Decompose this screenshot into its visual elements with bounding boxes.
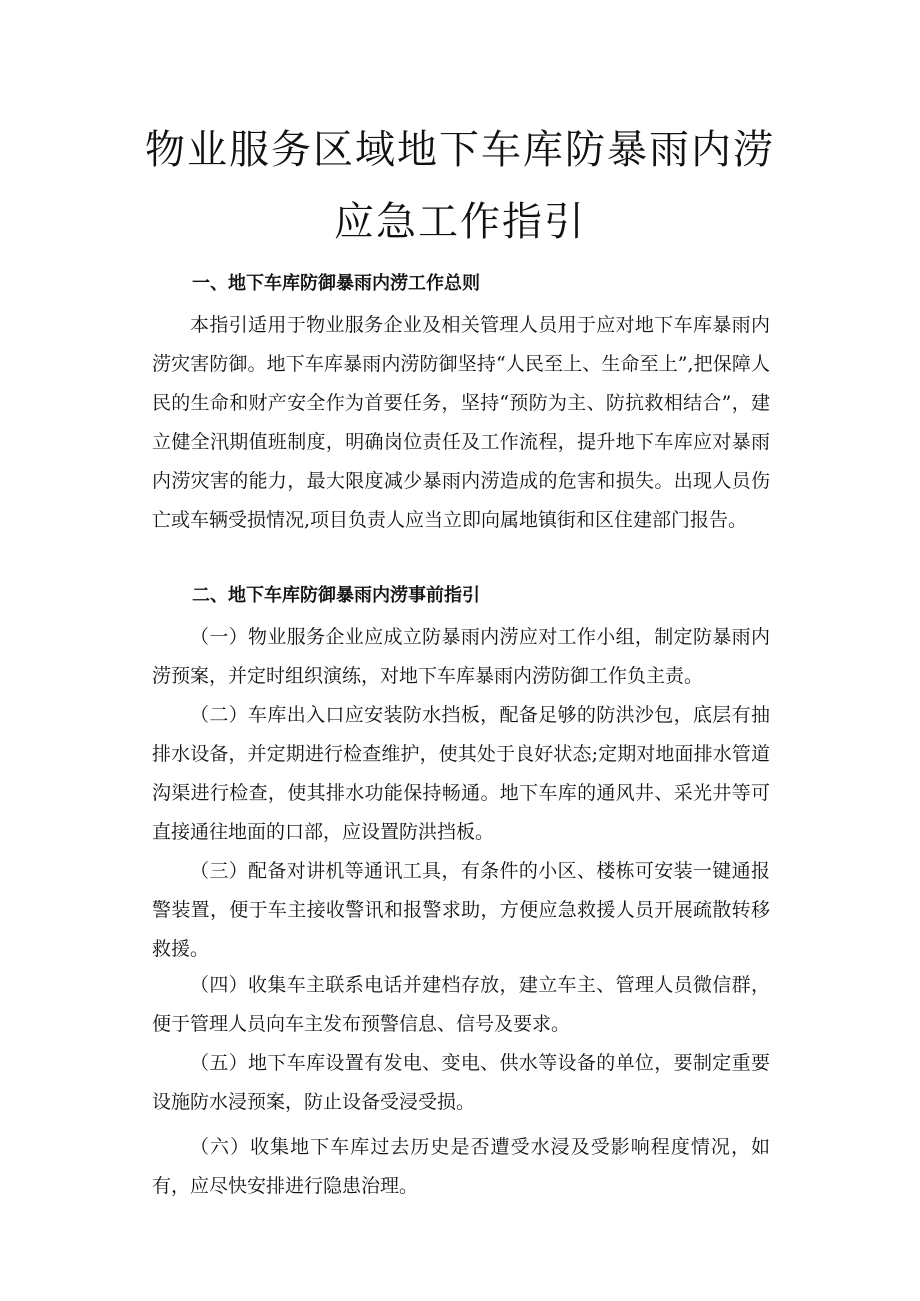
paragraph-item-1: （一）物业服务企业应成立防暴雨内涝应对工作小组，制定防暴雨内涝预案，并定时组织演练，对地下车库暴雨内涝防御工作负主责。	[152, 626, 770, 687]
paragraph-item-3: （三）配备对讲机等通讯工具，有条件的小区、楼栋可安装一键通报警装置，便于车主接收警讯和报警求助，方便应急救援人员开展疏散转移救援。	[152, 860, 770, 960]
section-heading-preparation-guide: 二、地下车库防御暴雨内涝事前指引	[192, 585, 480, 606]
paragraph-item-2: （二）车库出入口应安装防水挡板，配备足够的防洪沙包，底层有抽排水设备，并定期进行检查维护，使其处于良好状态;定期对地面排水管道沟渠进行检查，使其排水功能保持畅通。地下车库的通风井、采光井等可直接通往地面的口部，应设置防洪挡板。	[152, 704, 770, 843]
document-title-line-1: 物业服务区域地下车库防暴雨内涝	[145, 127, 775, 173]
paragraph-item-4: （四）收集车主联系电话并建档存放，建立车主、管理人员微信群，便于管理人员向车主发布预警信息、信号及要求。	[152, 974, 770, 1035]
paragraph-item-6: （六）收集地下车库过去历史是否遭受水浸及受影响程度情况，如有，应尽快安排进行隐患治理。	[152, 1136, 770, 1197]
document-title-line-2: 应急工作指引	[334, 199, 586, 245]
paragraph-item-5: （五）地下车库设置有发电、变电、供水等设备的单位，要制定重要设施防水浸预案，防止设备受浸受损。	[152, 1052, 770, 1113]
paragraph-general-principles: 本指引适用于物业服务企业及相关管理人员用于应对地下车库暴雨内涝灾害防御。地下车库暴雨内涝防御坚持“人民至上、生命至上”,把保障人民的生命和财产安全作为首要任务，坚持“预防为主、防抗救相结合”，建立健全汛期值班制度，明确岗位责任及工作流程，提升地下车库应对暴雨内涝灾害的能力，最大限度减少暴雨内涝造成的危害和损失。出现人员伤亡或车辆受损情况,项目负责人应当立即向属地镇街和区住建部门报告。	[152, 314, 770, 531]
section-heading-general-principles: 一、地下车库防御暴雨内涝工作总则	[192, 273, 480, 294]
